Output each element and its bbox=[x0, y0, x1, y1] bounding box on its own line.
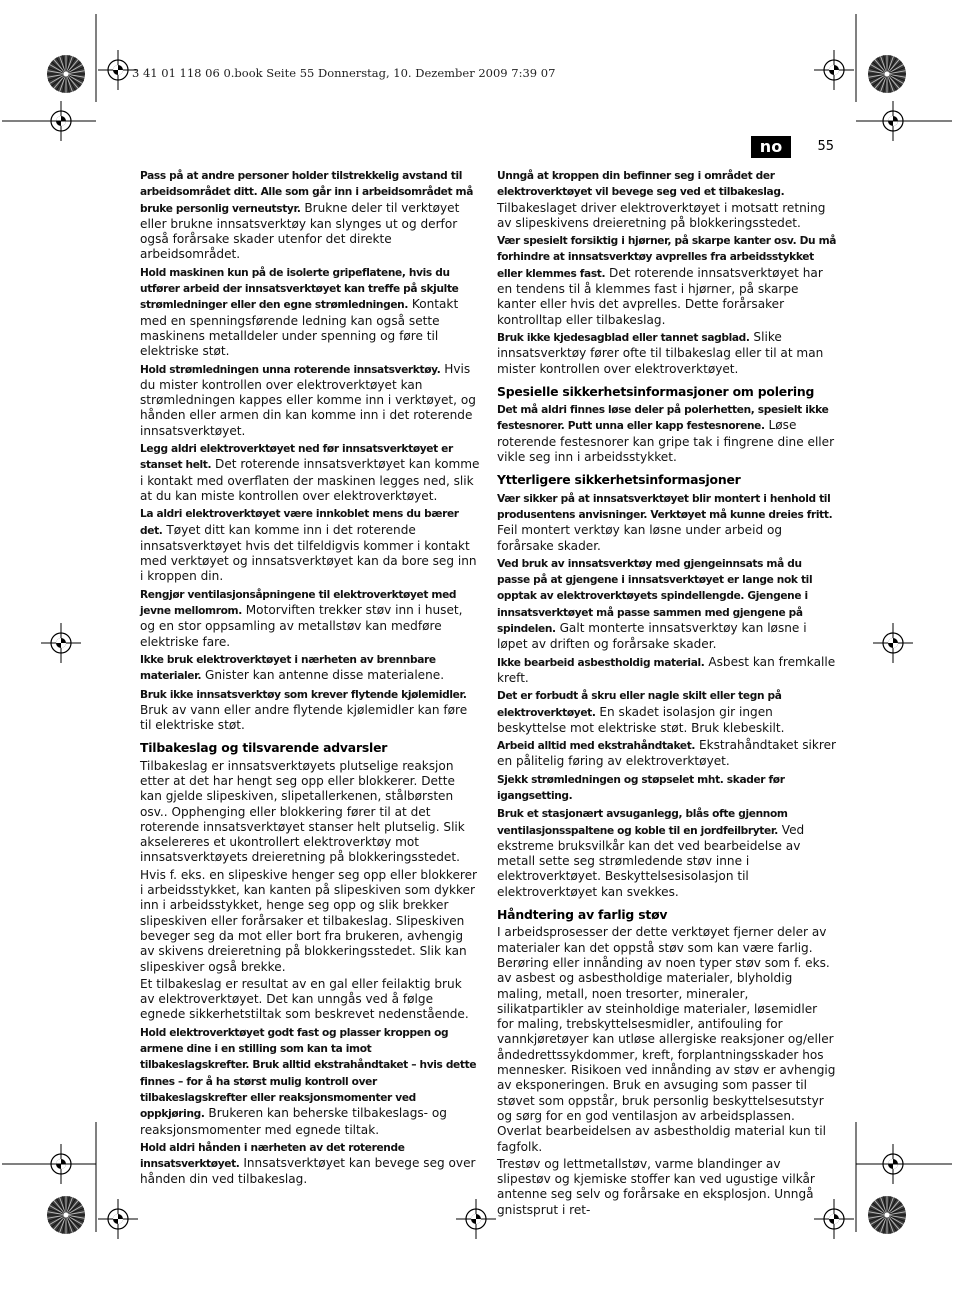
bold-lead: Bruk ikke innsatsverktøy som krever flytende kjølemidler. bbox=[140, 688, 467, 701]
paragraph bbox=[497, 491, 837, 554]
paragraph bbox=[497, 168, 837, 231]
left-column bbox=[140, 168, 480, 1190]
paragraph bbox=[140, 652, 480, 685]
body-text: Tilbakeslaget driver elektroverktøyet i motsatt retning av slipeskivens dreieretning på blokkeringsstedet. bbox=[497, 200, 826, 230]
language-badge: no bbox=[751, 136, 791, 158]
bold-lead: La aldri elektroverktøyet være innkoblet mens du bærer det. bbox=[140, 508, 459, 537]
bold-lead: Bruk et stasjonært avsuganlegg, blås ofte gjennom ventilasjonsspaltene og koble til en jordfeilbryter. bbox=[497, 808, 788, 837]
bold-lead: Hold strømledningen unna roterende innsatsverktøy. bbox=[140, 363, 441, 376]
section-heading: Tilbakeslag og tilsvarende advarsler bbox=[140, 740, 388, 756]
color-rosette bbox=[868, 1196, 906, 1234]
color-rosette bbox=[47, 55, 85, 93]
color-rosette bbox=[47, 1196, 85, 1234]
body-text: Gnister kan antenne disse materialene. bbox=[201, 668, 445, 683]
registration-mark bbox=[456, 1199, 496, 1239]
section-heading: Ytterligere sikkerhetsinformasjoner bbox=[497, 472, 741, 488]
right-column bbox=[497, 168, 837, 1220]
paragraph bbox=[140, 441, 480, 504]
body-text: Det roterende innsatsverktøyet kan komme i kontakt med overflaten der maskinen legges ned, slik at du kan miste kontrollen over elektroverktøyet. bbox=[140, 457, 480, 503]
color-rosette bbox=[868, 55, 906, 93]
bold-lead: Hold maskinen kun på de isolerte gripeflatene, hvis du utfører arbeid der innsatsverktøyet kan treffe på skjulte strømledninger eller den egne strømledningen. bbox=[140, 266, 459, 312]
book-meta-line: 3 41 01 118 06 0.book Seite 55 Donnerstag, 10. Dezember 2009 7:39 07 bbox=[132, 66, 556, 80]
bold-lead: Det må aldri finnes løse deler på polerhetten, spesielt ikke festesnorer. Putt unna eller kapp festesnorene. bbox=[497, 404, 829, 433]
registration-mark bbox=[41, 623, 81, 663]
paragraph: Et tilbakeslag er resultat av en gal eller feilaktig bruk av elektroverktøyet. Det kan unngås ved å følge egnede sikkerhetstiltak som beskrevet nedenstående. bbox=[140, 976, 469, 1022]
paragraph bbox=[140, 362, 480, 439]
body-text: Galt monterte innsatsverktøy kan løsne i løpet av driften og forårsake skader. bbox=[497, 621, 807, 652]
body-text: Løse roterende festesnorer kan gripe tak i fingrene dine eller vikle seg inn i arbeidsstykket. bbox=[497, 418, 835, 465]
paragraph bbox=[140, 1025, 480, 1138]
bold-lead: Ikke bearbeid asbestholdig material. bbox=[497, 656, 705, 669]
paragraph bbox=[140, 687, 480, 734]
paragraph: Tilbakeslag er innsatsverktøyets plutselige reaksjon etter at det har hengt seg opp eller blokkerer. Dette kan gjelde slipeskiven, slipetallerkenen, stålbørsten osv.. Opphenging eller blokkering fører til at det roterende innsatsverktøyet stanser helt plutselig. Slik akselereres et ukontrollert elektroverktøy mot innsatsverktøyets dreieretning på blokkeringsstedet. bbox=[140, 758, 465, 865]
paragraph bbox=[497, 688, 837, 736]
paragraph: Hvis f. eks. en slipeskive henger seg opp eller blokkerer i arbeidsstykket, kan kanten på slipeskiven som dykker inn i arbeidsstykket, henge seg opp og slik brekker slipeskiven eller forårsaker et tilbakeslag. Slipeskiven beveger seg da mot eller bort fra brukeren, avhengig av skivens dreieretning på blokkeringsstedet. Slik kan slipeskiver også brekke. bbox=[140, 867, 478, 974]
body-text: En skadet isolasjon gir ingen beskyttelse mot elektriske støt. Bruk klebeskilt. bbox=[497, 704, 785, 735]
paragraph bbox=[140, 587, 480, 650]
body-text: Hvis du mister kontrollen over elektroverktøyet kan strømledningen kappes eller komme inn i verktøyet, og hånden eller armen din kan komme inn i det roterende innsatsverktøyet. bbox=[140, 361, 476, 438]
body-text: Ved ekstreme bruksvilkår kan det ved bearbeidelse av metall sette seg strømledende støv inne i elektroverktøyet. Beskyttelsesisolasjon til elektroverktøyet kan svekkes. bbox=[497, 822, 805, 899]
registration-mark bbox=[98, 1199, 138, 1239]
body-text: Tøyet ditt kan komme inn i det roterende innsatsverktøyet hvis det tilfeldigvis kommer i kontakt med verktøyet og innsatsverktøyet kan da bore seg inn i kroppen din. bbox=[140, 522, 477, 584]
paragraph bbox=[497, 402, 837, 465]
bold-lead: Hold aldri hånden i nærheten av det roterende innsatsverktøyet. bbox=[140, 1141, 405, 1171]
bold-lead: Vær spesielt forsiktig i hjørner, på skarpe kanter osv. Du må forhindre at innsatsverktøy avprelles fra arbeidsstykket eller klemmes fast. bbox=[497, 235, 837, 280]
bold-lead: Pass på at andre personer holder tilstrekkelig avstand til arbeidsområdet ditt. Alle som går inn i arbeidsområdet må bruke personlig verneutstyr. bbox=[140, 170, 474, 215]
paragraph bbox=[497, 772, 837, 805]
paragraph bbox=[140, 168, 480, 263]
body-text: Slike innsatsverktøy fører ofte til tilbakeslag eller til at man mister kontrollen over elektroverktøyet. bbox=[497, 329, 824, 376]
registration-mark bbox=[814, 50, 854, 90]
paragraph bbox=[497, 556, 837, 653]
bold-lead: Det er forbudt å skru eller nagle skilt eller tegn på elektroverktøyet. bbox=[497, 690, 782, 719]
paragraph bbox=[497, 738, 837, 770]
paragraph bbox=[497, 655, 837, 687]
paragraph: Trestøv og lettmetallstøv, varme blandinger av slipestøv og kjemiske stoffer kan ved ugustige vilkår antenne seg selv og forårsake en eksplosjon. Unngå gnistsprut i ret- bbox=[497, 1156, 815, 1217]
bold-lead: Sjekk strømledningen og støpselet mht. skader før igangsetting. bbox=[497, 773, 785, 802]
page-number: 55 bbox=[817, 139, 834, 154]
bold-lead: Ved bruk av innsatsverktøy med gjengeinnsats må du passe på at gjengene i innsatsverktøyet er lange nok til opptak av elektroverktøyets spindellengde. Gjengene i innsatsverktøyet må passe sammen med gjengene på spindelen. bbox=[497, 557, 813, 636]
bold-lead: Arbeid alltid med ekstrahåndtaket. bbox=[497, 740, 696, 753]
paragraph bbox=[497, 806, 837, 900]
paragraph bbox=[497, 233, 837, 328]
registration-mark bbox=[873, 623, 913, 663]
bold-lead: Hold elektroverktøyet godt fast og plasser kroppen og armene dine i en stilling som kan ta imot tilbakeslagskrefter. Bruk alltid ekstrahåndtaket – hvis dette finnes – for å ha størst mulig kontroll over tilbakeslagskrefter eller reaksjonsmomenter ved oppkjøring. bbox=[140, 1026, 477, 1121]
bold-lead: Legg aldri elektroverktøyet ned før innsatsverktøyet er stanset helt. bbox=[140, 443, 453, 472]
body-text: Feil montert verktøy kan løsne under arbeid og forårsake skader. bbox=[497, 523, 783, 553]
bold-lead: Unngå at kroppen din befinner seg i området der elektroverktøyet vil bevege seg ved et tilbakeslag. bbox=[497, 170, 785, 199]
body-text: Bruk av vann eller andre flytende kjølemidler kan føre til elektriske støt. bbox=[140, 702, 468, 733]
bold-lead: Rengjør ventilasjonsåpningene til elektroverktøyet med jevne mellomrom. bbox=[140, 588, 457, 618]
section-heading: Spesielle sikkerhetsinformasjoner om polering bbox=[497, 383, 815, 399]
body-text: Brukne deler til verktøyet eller brukne innsatsverktøy kan slynges ut og derfor også forårsake skader utenfor det direkte arbeidsområdet. bbox=[140, 200, 460, 262]
body-text: Ekstrahåndtaket sikrer en pålitelig føring av elektroverktøyet. bbox=[497, 738, 836, 769]
paragraph bbox=[497, 330, 837, 377]
paragraph bbox=[140, 506, 480, 584]
body-text: Innsatsverktøyet kan bevege seg over hånden din ved tilbakeslag. bbox=[140, 1156, 476, 1187]
body-text: Motorviften trekker støv inn i huset, og en stor oppsamling av metallstøv kan medføre elektriske fare. bbox=[140, 603, 463, 649]
paragraph bbox=[140, 265, 480, 360]
bold-lead: Bruk ikke kjedesagblad eller tannet sagblad. bbox=[497, 331, 750, 344]
bold-lead: Vær sikker på at innsatsverktøyet blir montert i henhold til produsentens anvisninger. Verktøyet må kunne dreies fritt. bbox=[497, 492, 833, 521]
section-heading: Håndtering av farlig støv bbox=[497, 907, 668, 923]
body-text: Det roterende innsatsverktøyet har en tendens til å klemmes fast i hjørner, på skarpe kanter eller hvis det avprelles. Dette forårsaker kontrolltap eller tilbakeslag. bbox=[497, 265, 823, 327]
bold-lead: Ikke bruk elektroverktøyet i nærheten av brennbare materialer. bbox=[140, 653, 436, 683]
body-text: Asbest kan fremkalle kreft. bbox=[497, 654, 836, 685]
body-text: Brukeren kan beherske tilbakeslags- og reaksjonsmomenter med egnede tiltak. bbox=[140, 1106, 447, 1137]
body-text: Kontakt med en spenningsførende ledning kan også sette maskinens metalldeler under spenning og føre til elektriske støt. bbox=[140, 297, 459, 359]
paragraph: I arbeidsprosesser der dette verktøyet fjerner deler av materialer kan det oppstå støv som kan være farlig. Berøring eller innånding av noen typer støv som f. eks. av asbest og asbestholdige materialer, blyholdig maling, metall, noen tresorter, mineraler, silikatpartikler av steinholdige materialer, løsemidler for maling, trebskyttelsesmidler, antifouling for vannkjøretøyer kan utløse allergiske reaksjoner og/eller åndedrettssykdommer, kreft, forplantningsskader hos mennesker. Risikoen ved innånding av støv er avhengig av eksponeringen. Bruk en avsuging som passer til støvet som oppstår, bruk personlig beskyttelsesutstyr og sørg for en god ventilasjon av arbeidsplassen. Overlat bearbeidelsen av asbestholdig material kun til fagfolk. bbox=[497, 925, 836, 1154]
paragraph bbox=[140, 1140, 480, 1188]
